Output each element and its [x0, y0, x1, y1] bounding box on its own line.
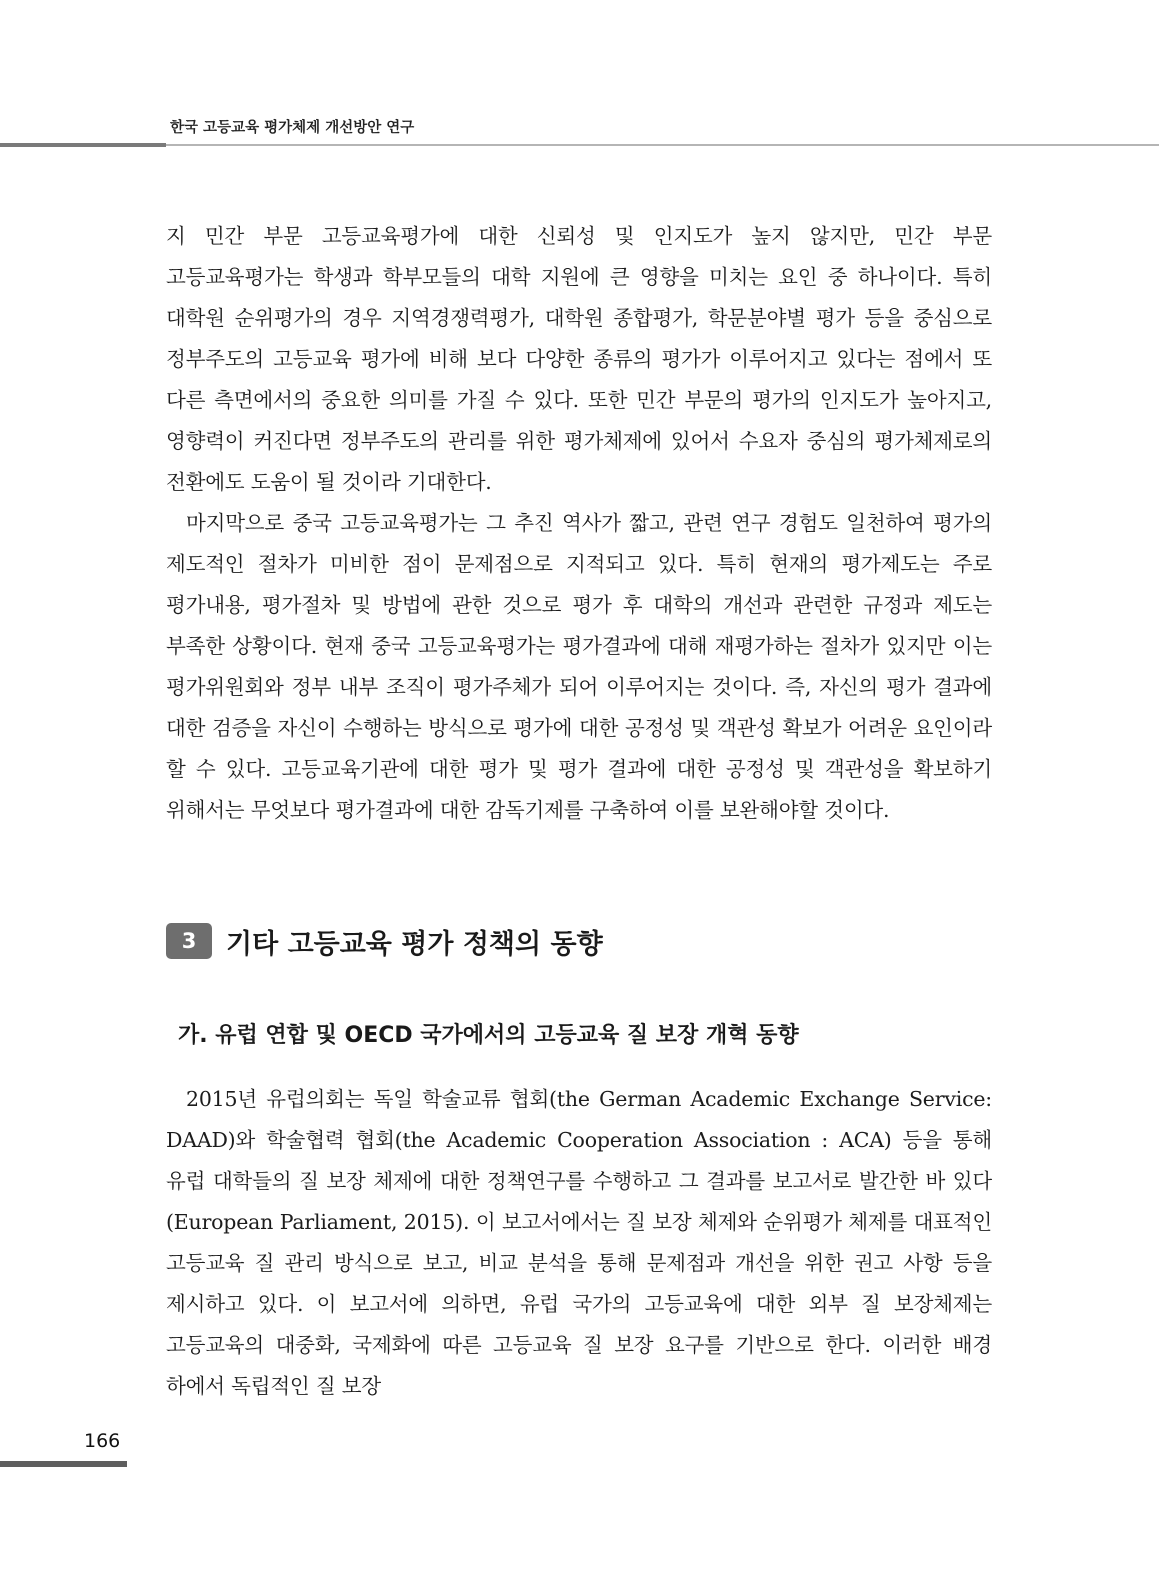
subsection-title: 가. 유럽 연합 및 OECD 국가에서의 고등교육 질 보장 개혁 동향 — [178, 1023, 799, 1048]
body-paragraph-2: 마지막으로 중국 고등교육평가는 그 추진 역사가 짧고, 관련 연구 경험도 일천하여 평가의 제도적인 절차가 미비한 점이 문제점으로 지적되고 있다. 특히 현재의 평가제도는 주로 평가내용, 평가절차 및 방법에 관한 것으로 평가 후 대학의 개선과 관련한 규정과 제도는 부족한 상황이다. 현재 중국 고등교육평가는 평가결과에 대해 재평가하는 절차가 있지만 이는 평가위원회와 정부 내부 조직이 평가주체가 되어 이루어지는 것이다. 즉, 자신의 평가 결과에 대한 검증을 자신이 수행하는 방식으로 평가에 대한 공정성 및 객관성 확보가 어려운 요인이라 할 수 있다. 고등교육기관에 대한 평가 및 평가 결과에 대한 공정성 및 객관성을 확보하기 위해서는 무엇보다 평가결과에 대한 감독기제를 구축하여 이를 보완해야할 것이다. — [166, 511, 993, 822]
header-rule-accent — [0, 143, 166, 147]
footer-rule — [0, 1461, 127, 1467]
page-number: 166 — [84, 1430, 121, 1452]
section-title: 기타 고등교육 평가 정책의 동향 — [226, 928, 603, 960]
section-heading — [166, 921, 603, 961]
section-number-badge: 3 — [166, 923, 212, 959]
running-header-title: 한국 고등교육 평가체제 개선방안 연구 — [170, 120, 415, 136]
body-paragraph-1: 지 민간 부문 고등교육평가에 대한 신뢰성 및 인지도가 높지 않지만, 민간 부문 고등교육평가는 학생과 학부모들의 대학 지원에 큰 영향을 미치는 요인 중 하나이다. 특히 대학원 순위평가의 경우 지역경쟁력평가, 대학원 종합평가, 학문분야별 평가 등을 중심으로 정부주도의 고등교육 평가에 비해 보다 다양한 종류의 평가가 이루어지고 있다는 점에서 또 다른 측면에서의 중요한 의미를 가질 수 있다. 또한 민간 부문의 평가의 인지도가 높아지고, 영향력이 커진다면 정부주도의 관리를 위한 평가체제에 있어서 수요자 중심의 평가체제로의 전환에도 도움이 될 것이라 기대한다. — [166, 224, 992, 494]
body-paragraph-3: 2015년 유럽의회는 독일 학술교류 협회(the German Academic Exchange Service: DAAD)와 학술협력 협회(the Academic Cooperation Association : ACA) 등을 통해 유럽 대학들의 질 보장 체제에 대한 정책연구를 수행하고 그 결과를 보고서로 발간한 바 있다(European Parliament, 2015). 이 보고서에서는 질 보장 체제와 순위평가 체제를 대표적인 고등교육 질 관리 방식으로 보고, 비교 분석을 통해 문제점과 개선을 위한 권고 사항 등을 제시하고 있다. 이 보고서에 의하면, 유럽 국가의 고등교육에 대한 외부 질 보장체제는 고등교육의 대중화, 국제화에 따른 고등교육 질 보장 요구를 기반으로 한다. 이러한 배경 하에서 독립적인 질 보장 — [166, 1087, 992, 1398]
header-rule — [0, 144, 1159, 146]
